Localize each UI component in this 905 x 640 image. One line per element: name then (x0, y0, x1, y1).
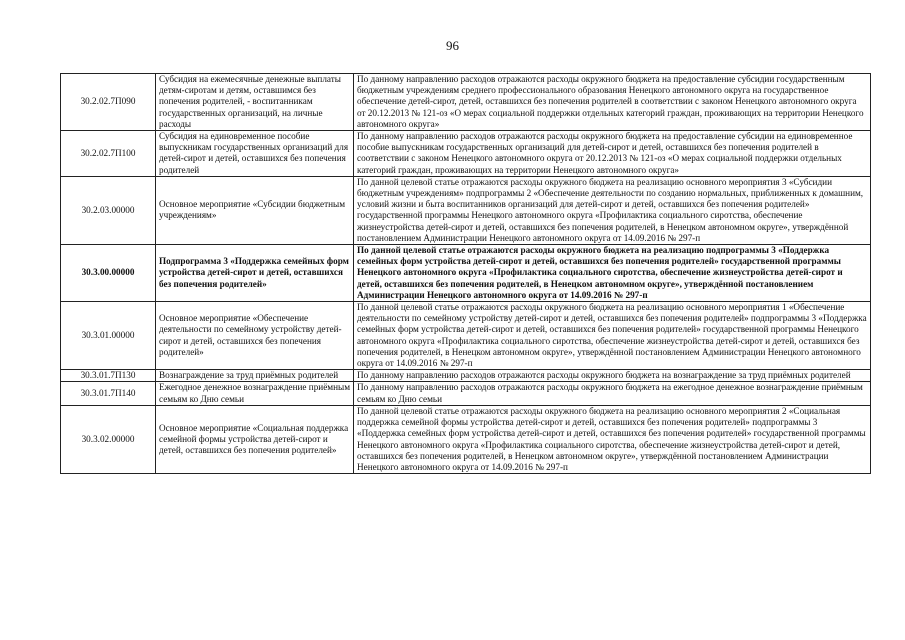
row-description: По данному направлению расходов отражаются расходы окружного бюджета на вознаграждение за труд приёмных родителей (354, 370, 871, 382)
row-description: По данной целевой статье отражаются расходы окружного бюджета на реализацию основного мероприятия 3 «Субсидии бюджетным учреждениям» подпрограммы 2 «Обеспечение деятельности по созданию нормальных, приближенных к домашним, условий жизни и быта воспитанников организаций для детей-сирот и детей, оставшихся без попечения родителей» государственной программы Ненецкого автономного округа «Профилактика социального сиротства, обеспечение жизнеустройства детей-сирот и детей, оставшихся без попечения родителей, в Ненецком автономном округе», утверждённой постановлением Администрации Ненецкого автономного округа от 14.09.2016 № 297-п (354, 176, 871, 244)
row-name: Основное мероприятие «Обеспечение деятельности по семейному устройству детей-сирот и детей, оставшихся без попечения родителей» (156, 302, 354, 370)
budget-classification-table (60, 73, 871, 474)
table-row (61, 405, 871, 473)
row-name: Субсидия на ежемесячные денежные выплаты детям-сиротам и детям, оставшимся без попечения родителей, - воспитанникам государственных организаций, на личные расходы (156, 74, 354, 131)
row-description: По данному направлению расходов отражаются расходы окружного бюджета на ежегодное денежное вознаграждение приёмным семьям ко Дню семьи (354, 382, 871, 405)
row-description: По данному направлению расходов отражаются расходы окружного бюджета на предоставление субсидии на единовременное пособие выпускникам государственных организаций для детей-сирот и детей, оставшихся без попечения родителей в соответствии с законом Ненецкого автономного округа от 20.12.2013 № 121-оз «О мерах социальной поддержки отдельных категорий граждан, проживающих на территории Ненецкого автономного округа» (354, 131, 871, 177)
row-description: По данной целевой статье отражаются расходы окружного бюджета на реализацию основного мероприятия 2 «Социальная поддержка семейной формы устройства детей-сирот и детей, оставшихся без попечения родителей» подпрограммы 3 «Поддержка семейных форм устройства детей-сирот и детей, оставшихся без попечения родителей» государственной программы Ненецкого автономного округа «Профилактика социального сиротства, обеспечение жизнеустройства детей-сирот и детей, оставшихся без попечения родителей, в Ненецком автономном округе», утверждённой постановлением Администрации Ненецкого автономного округа от 14.09.2016 № 297-п (354, 405, 871, 473)
row-code: 30.3.00.00000 (61, 245, 156, 302)
row-name: Подпрограмма 3 «Поддержка семейных форм устройства детей-сирот и детей, оставшихся без попечения родителей» (156, 245, 354, 302)
table-row-subprogram (61, 245, 871, 302)
row-code: 30.2.02.7П090 (61, 74, 156, 131)
table-row (61, 382, 871, 405)
page-number: 96 (446, 38, 459, 53)
table-row (61, 302, 871, 370)
row-name: Вознаграждение за труд приёмных родителей (156, 370, 354, 382)
row-code: 30.3.01.00000 (61, 302, 156, 370)
table-row (61, 176, 871, 244)
row-code: 30.2.03.00000 (61, 176, 156, 244)
row-name: Основное мероприятие «Субсидии бюджетным учреждениям» (156, 176, 354, 244)
row-code: 30.3.02.00000 (61, 405, 156, 473)
row-description: По данному направлению расходов отражаются расходы окружного бюджета на предоставление субсидии государственным бюджетным учреждениям среднего профессионального образования Ненецкого автономного округа на государственное обеспечение детей-сирот, детей, оставшихся без попечения родителей в соответствии с законом Ненецкого автономного округа от 20.12.2013 № 121-оз «О мерах социальной поддержки отдельных категорий граждан, проживающих на территории Ненецкого автономного округа» (354, 74, 871, 131)
row-name: Ежегодное денежное вознаграждение приёмным семьям ко Дню семьи (156, 382, 354, 405)
row-name: Основное мероприятие «Социальная поддержка семейной формы устройства детей-сирот и детей, оставшихся без попечения родителей» (156, 405, 354, 473)
table-row (61, 74, 871, 131)
row-code: 30.3.01.7П130 (61, 370, 156, 382)
row-description: По данной целевой статье отражаются расходы окружного бюджета на реализацию основного мероприятия 1 «Обеспечение деятельности по семейному устройству детей-сирот и детей, оставшихся без попечения родителей» подпрограммы 3 «Поддержка семейных форм устройства детей-сирот и детей, оставшихся без попечения родителей» государственной программы Ненецкого автономного округа «Профилактика социального сиротства, обеспечение жизнеустройства детей-сирот и детей, оставшихся без попечения родителей, в Ненецком автономном округе», утверждённой постановлением Администрации Ненецкого автономного округа от 14.09.2016 № 297-п (354, 302, 871, 370)
row-code: 30.2.02.7П100 (61, 131, 156, 177)
row-code: 30.3.01.7П140 (61, 382, 156, 405)
table-row (61, 370, 871, 382)
row-name: Субсидия на единовременное пособие выпускникам государственных организаций для детей-сирот и детей, оставшихся без попечения родителей (156, 131, 354, 177)
row-description: По данной целевой статье отражаются расходы окружного бюджета на реализацию подпрограммы 3 «Поддержка семейных форм устройства детей-сирот и детей, оставшихся без попечения родителей» государственной программы Ненецкого автономного округа «Профилактика социального сиротства, обеспечение жизнеустройства детей-сирот и детей, оставшихся без попечения родителей, в Ненецком автономном округе», утверждённой постановлением Администрации Ненецкого автономного округа от 14.09.2016 № 297-п (354, 245, 871, 302)
table-row (61, 131, 871, 177)
